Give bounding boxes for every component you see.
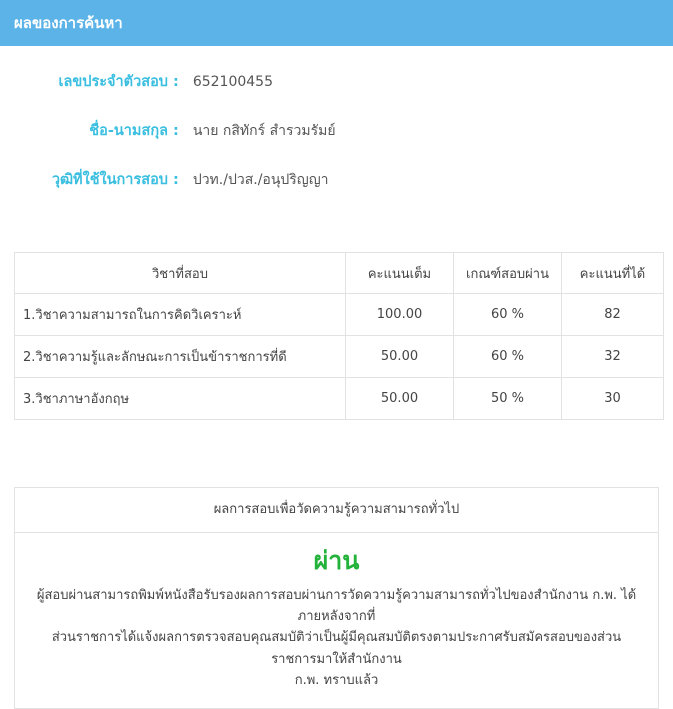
table-header-row <box>15 253 664 294</box>
info-label-full-name: ชื่อ-นามสกุล <box>89 123 168 139</box>
result-body <box>15 533 658 708</box>
candidate-info <box>0 70 673 217</box>
column-header-score-obtained: คะแนนที่ได้ <box>562 253 664 294</box>
scores-table-head <box>15 253 664 294</box>
table-row <box>15 378 664 420</box>
scores-table <box>14 252 664 420</box>
scores-table-body <box>15 294 664 420</box>
cell-pass-criteria: 60 % <box>454 336 562 378</box>
cell-score-obtained: 32 <box>562 336 664 378</box>
cell-score-obtained: 82 <box>562 294 664 336</box>
cell-subject: 3.วิชาภาษาอังกฤษ <box>15 378 346 420</box>
cell-subject: 1.วิชาความสามารถในการคิดวิเคราะห์ <box>15 294 346 336</box>
info-row-qualification <box>0 168 673 191</box>
result-detail-line-3: ก.พ. ทราบแล้ว <box>294 673 379 689</box>
result-detail <box>31 585 642 692</box>
result-detail-line-2: ส่วนราชการได้แจ้งผลการตรวจสอบคุณสมบัติว่าเป็นผู้มีคุณสมบัติตรงตามประกาศรับสมัครสอบของส่วนราชการมาให้สำนักงาน <box>51 630 622 667</box>
page-header <box>0 0 673 46</box>
result-detail-line-1: ผู้สอบผ่านสามารถพิมพ์หนังสือรับรองผลการสอบผ่านการวัดความรู้ความสามารถทั่วไปของสำนักงาน ก.พ. ได้ ภายหลังจากที่ <box>36 587 637 624</box>
result-heading: ผลการสอบเพื่อวัดความรู้ความสามารถทั่วไป <box>15 488 658 533</box>
info-row-exam-number <box>0 70 673 93</box>
result-box <box>14 487 659 709</box>
info-label-exam-number: เลขประจำตัวสอบ <box>58 74 168 90</box>
column-header-full-score: คะแนนเต็ม <box>346 253 454 294</box>
info-value-full-name: นาย กสิทักร์ สำรวมรัมย์ <box>192 123 336 139</box>
status-badge: ผ่าน <box>313 546 360 575</box>
cell-pass-criteria: 60 % <box>454 294 562 336</box>
info-row-full-name <box>0 119 673 142</box>
column-header-pass-criteria: เกณฑ์สอบผ่าน <box>454 253 562 294</box>
page-title: ผลของการค้นหา <box>14 14 123 32</box>
cell-full-score: 50.00 <box>346 378 454 420</box>
cell-pass-criteria: 50 % <box>454 378 562 420</box>
cell-score-obtained: 30 <box>562 378 664 420</box>
info-colon-exam-number: : <box>173 74 179 90</box>
column-header-subject: วิชาที่สอบ <box>15 253 346 294</box>
table-row <box>15 294 664 336</box>
info-colon-qualification: : <box>173 172 179 188</box>
info-colon-full-name: : <box>173 123 179 139</box>
cell-subject: 2.วิชาความรู้และลักษณะการเป็นข้าราชการที่ดี <box>15 336 346 378</box>
info-value-qualification: ปวท./ปวส./อนุปริญญา <box>192 172 329 188</box>
info-label-qualification: วุฒิที่ใช้ในการสอบ <box>51 172 168 188</box>
cell-full-score: 100.00 <box>346 294 454 336</box>
info-value-exam-number: 652100455 <box>192 74 273 90</box>
cell-full-score: 50.00 <box>346 336 454 378</box>
table-row <box>15 336 664 378</box>
